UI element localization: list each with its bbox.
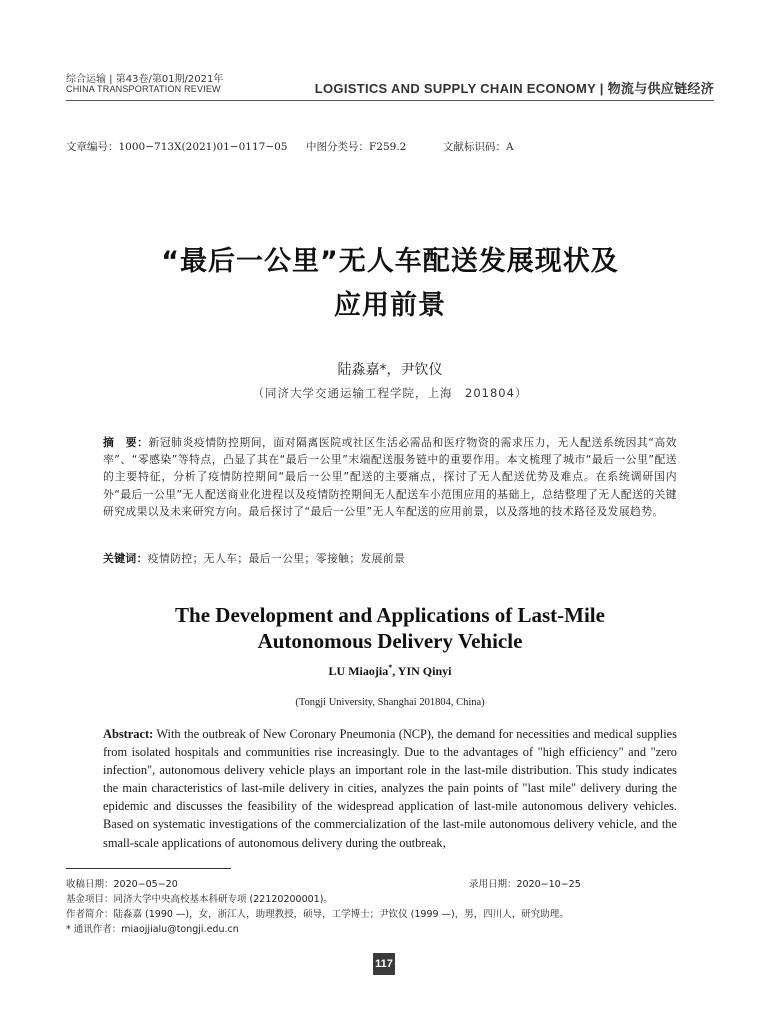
affiliation-en: (Tongji University, Shanghai 201804, China)	[295, 697, 485, 708]
article-number: 文章编号：1000−713X(2021)01−0117−05	[66, 141, 288, 153]
corresponding-author: * 通讯作者：miaojjialu@tongji.edu.cn	[66, 924, 239, 935]
author-bio: 作者简介：陆淼嘉 (1990 —)，女，浙江人，助理教授，硕导，工学博士；尹钦仪 (1999 —)，男，四川人，研究助理。	[66, 909, 569, 920]
document-code: 文献标识码：A	[443, 141, 514, 153]
page-number: 117	[373, 953, 395, 975]
footnote-rule	[66, 868, 231, 869]
accepted-date: 录用日期：2020−10−25	[469, 879, 581, 890]
authors-en	[66, 663, 714, 679]
abstract-en-label: Abstract:	[103, 727, 154, 741]
journal-name-en: CHINA TRANSPORTATION REVIEW	[66, 84, 221, 94]
header-rule	[66, 100, 714, 101]
section-heading: LOGISTICS AND SUPPLY CHAIN ECONOMY | 物流与供应链经济	[314, 81, 714, 96]
corresponding-mark: *	[388, 663, 393, 672]
abstract-cn-text: 新冠肺炎疫情防控期间，面对隔离医院或社区生活必需品和医疗物资的需求压力，无人配送系统因其“高效率”、“零感染”等特点，凸显了其在“最后一公里”末端配送服务链中的重要作用。本文梳理了城市“最后一公里”配送的主要特征，分析了疫情防控期间“最后一公里”配送的主要痛点，探讨了无人配送优势及难点。在系统调研国内外“最后一公里”无人配送商业化进程以及疫情防控期间无人配送车小范围应用的基础上，总结整理了无人配送的关键研究成果以及未来研究方向。最后探讨了“最后一公里”无人车配送的应用前景，以及落地的技术路径及发展趋势。	[103, 436, 678, 518]
keywords-cn	[103, 551, 677, 566]
fund-info: 基金项目：同济大学中央高校基本科研专项 (22120200001)。	[66, 894, 333, 905]
abstract-cn-label: 摘 要：	[103, 436, 149, 449]
title-en-line2: Autonomous Delivery Vehicle	[257, 629, 523, 653]
keywords-cn-text: 疫情防控；无人车；最后一公里；零接触；发展前景	[147, 552, 406, 565]
abstract-en	[103, 725, 677, 852]
author-en-rest: , YIN Qinyi	[392, 664, 452, 678]
authors-cn: 陆淼嘉*，尹钦仪	[337, 362, 443, 378]
author-en-first: LU Miaojia	[328, 664, 389, 678]
abstract-en-text: With the outbreak of New Coronary Pneumonia (NCP), the demand for necessities and medical supplies from isolated hospitals and communities rise increasingly. Due to the advantages of "high efficiency" and "zero infection", autonomous delivery vehicle plays an important role in the last-mile distribution. This study indicates the main characteristics of last-mile delivery in cities, analyzes the pain points of "last mile" delivery during the epidemic and discusses the feasibility of the widespread application of last-mile autonomous delivery vehicles. Based on systematic investigations of the commercialization of the last-mile autonomous delivery vehicle, and the small-scale applications of autonomous delivery during the outbreak,	[103, 727, 677, 850]
title-en	[66, 602, 714, 654]
classification-number: 中图分类号：F259.2	[306, 141, 407, 153]
title-en-line1: The Development and Applications of Last-Mile	[175, 603, 605, 627]
affiliation-cn: （同济大学交通运输工程学院，上海 201804）	[252, 386, 528, 400]
journal-name-cn: 综合运输 | 第43卷/第01期/2021年	[66, 74, 224, 85]
abstract-cn	[103, 434, 677, 520]
title-cn	[66, 240, 714, 328]
title-cn-line2: 应用前景	[334, 290, 446, 321]
title-cn-line1: “最后一公里”无人车配送发展现状及	[161, 246, 619, 277]
received-date: 收稿日期：2020−05−20	[66, 879, 178, 890]
keywords-cn-label: 关键词：	[103, 552, 148, 565]
